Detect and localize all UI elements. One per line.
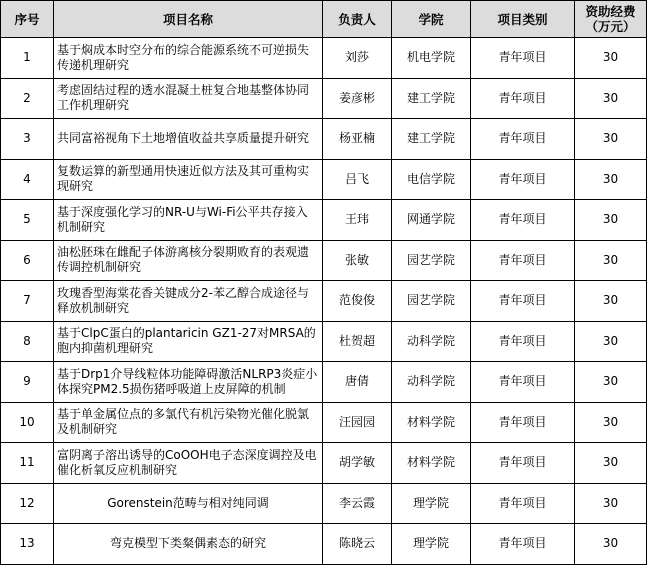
row-no: 5 <box>1 200 54 241</box>
row-no: 7 <box>1 281 54 322</box>
project-name: 富阴离子溶出诱导的CoOOH电子态深度调控及电催化析氧反应机制研究 <box>54 443 323 484</box>
table-row <box>1 362 647 403</box>
project-name: 复数运算的新型通用快速近似方法及其可重构实现研究 <box>54 159 323 200</box>
leader: 胡学敏 <box>323 443 392 484</box>
table-row <box>1 524 647 565</box>
funding: 30 <box>575 119 647 160</box>
category: 青年项目 <box>471 78 575 119</box>
category: 青年项目 <box>471 524 575 565</box>
funding: 30 <box>575 200 647 241</box>
leader: 李云霞 <box>323 483 392 524</box>
funding: 30 <box>575 38 647 79</box>
college: 理学院 <box>392 483 471 524</box>
project-name: 考虑固结过程的透水混凝土桩复合地基整体协同工作机理研究 <box>54 78 323 119</box>
project-name: Gorenstein范畴与相对纯同调 <box>54 483 323 524</box>
category: 青年项目 <box>471 281 575 322</box>
header-college: 学院 <box>392 1 471 38</box>
funding: 30 <box>575 281 647 322</box>
header-no: 序号 <box>1 1 54 38</box>
row-no: 2 <box>1 78 54 119</box>
table-row <box>1 38 647 79</box>
project-name: 基于焖成本时空分布的综合能源系统不可逆损失传递机理研究 <box>54 38 323 79</box>
college: 电信学院 <box>392 159 471 200</box>
header-row <box>1 1 647 38</box>
row-no: 9 <box>1 362 54 403</box>
category: 青年项目 <box>471 240 575 281</box>
leader: 王玮 <box>323 200 392 241</box>
category: 青年项目 <box>471 119 575 160</box>
row-no: 4 <box>1 159 54 200</box>
funding: 30 <box>575 240 647 281</box>
leader: 吕飞 <box>323 159 392 200</box>
college: 动科学院 <box>392 362 471 403</box>
category: 青年项目 <box>471 443 575 484</box>
leader: 范俊俊 <box>323 281 392 322</box>
funding: 30 <box>575 402 647 443</box>
row-no: 12 <box>1 483 54 524</box>
college: 园艺学院 <box>392 240 471 281</box>
category: 青年项目 <box>471 402 575 443</box>
college: 材料学院 <box>392 402 471 443</box>
table-row <box>1 159 647 200</box>
header-category: 项目类别 <box>471 1 575 38</box>
funding: 30 <box>575 321 647 362</box>
funding: 30 <box>575 443 647 484</box>
category: 青年项目 <box>471 483 575 524</box>
table-row <box>1 402 647 443</box>
college: 动科学院 <box>392 321 471 362</box>
funding: 30 <box>575 524 647 565</box>
header-funding: 资助经费（万元） <box>575 1 647 38</box>
project-name: 基于单金属位点的多氯代有机污染物光催化脱氯及机制研究 <box>54 402 323 443</box>
college: 建工学院 <box>392 78 471 119</box>
project-name: 基于Drp1介导线粒体功能障碍激活NLRP3炎症小体探究PM2.5损伤猪呼吸道上皮屏障的机制 <box>54 362 323 403</box>
row-no: 8 <box>1 321 54 362</box>
table-row <box>1 240 647 281</box>
project-name: 油松胚珠在雌配子体游离核分裂期败育的表观遗传调控机制研究 <box>54 240 323 281</box>
category: 青年项目 <box>471 159 575 200</box>
funding: 30 <box>575 159 647 200</box>
project-name: 玫瑰香型海棠花香关键成分2-苯乙醇合成途径与释放机制研究 <box>54 281 323 322</box>
project-name: 基于ClpC蛋白的plantaricin GZ1-27对MRSA的胞内抑菌机理研究 <box>54 321 323 362</box>
table-row <box>1 281 647 322</box>
row-no: 11 <box>1 443 54 484</box>
college: 网通学院 <box>392 200 471 241</box>
row-no: 1 <box>1 38 54 79</box>
row-no: 6 <box>1 240 54 281</box>
header-name: 项目名称 <box>54 1 323 38</box>
leader: 张敏 <box>323 240 392 281</box>
college: 园艺学院 <box>392 281 471 322</box>
leader: 唐倩 <box>323 362 392 403</box>
college: 理学院 <box>392 524 471 565</box>
funding: 30 <box>575 362 647 403</box>
row-no: 13 <box>1 524 54 565</box>
table-row <box>1 200 647 241</box>
table-row <box>1 78 647 119</box>
leader: 杜贺超 <box>323 321 392 362</box>
table-row <box>1 443 647 484</box>
college: 材料学院 <box>392 443 471 484</box>
project-name: 基于深度强化学习的NR-U与Wi-Fi公平共存接入机制研究 <box>54 200 323 241</box>
table-row <box>1 483 647 524</box>
row-no: 3 <box>1 119 54 160</box>
leader: 杨亚楠 <box>323 119 392 160</box>
row-no: 10 <box>1 402 54 443</box>
category: 青年项目 <box>471 321 575 362</box>
project-name: 弯克模型下类粲偶素态的研究 <box>54 524 323 565</box>
leader: 陈晓云 <box>323 524 392 565</box>
college: 建工学院 <box>392 119 471 160</box>
category: 青年项目 <box>471 362 575 403</box>
college: 机电学院 <box>392 38 471 79</box>
header-leader: 负责人 <box>323 1 392 38</box>
category: 青年项目 <box>471 200 575 241</box>
table-row <box>1 119 647 160</box>
leader: 姜彦彬 <box>323 78 392 119</box>
funding: 30 <box>575 483 647 524</box>
category: 青年项目 <box>471 38 575 79</box>
leader: 刘莎 <box>323 38 392 79</box>
leader: 汪园园 <box>323 402 392 443</box>
table-row <box>1 321 647 362</box>
project-name: 共同富裕视角下土地增值收益共享质量提升研究 <box>54 119 323 160</box>
funding: 30 <box>575 78 647 119</box>
